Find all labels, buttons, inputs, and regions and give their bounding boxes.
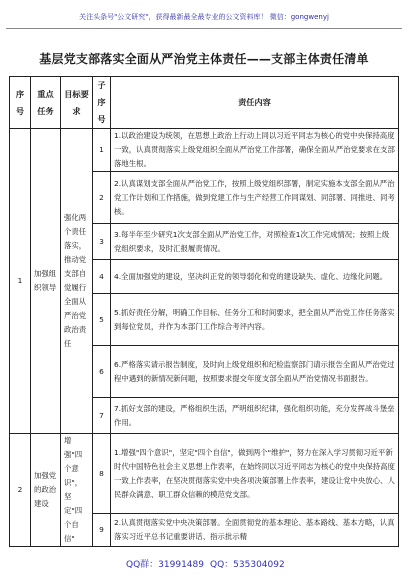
responsibility-table xyxy=(9,76,399,547)
responsibility-text: 1.增强"四个意识"，坚定"四个自信"，做到两个"维护"，努力在深入学习贯彻习近平新时代中国特色社会主义思想上作表率，在始终同以习近平同志为核心的党中央保持高度一致上作表率，在坚决贯彻落实党中央各项决策部署上作表率，建设让党中央放心、人民群众满意、职工群众信赖的模范党支部。 xyxy=(111,434,399,514)
table-header-row xyxy=(10,77,399,129)
responsibility-text: 2.认真贯彻落实党中央决策部署。全面贯彻党的基本理论、基本路线、基本方略，认真落实习近平总书记重要讲话、指示批示精 xyxy=(111,514,399,547)
sub-seq: 2 xyxy=(93,172,111,224)
sub-seq: 7 xyxy=(93,398,111,434)
responsibility-text: 1.以政治建设为统领，在思想上政治上行动上同以习近平同志为核心的党中央保持高度一致，认真贯彻落实上级党组织全面从严治党工作部署，确保全面从严治党要求在支部落地生根。 xyxy=(111,129,399,172)
group-goal: 增强"四个意识"，坚定"四个自信" xyxy=(61,434,93,547)
responsibility-text: 2.认真谋划支部全面从严治党工作，按照上级党组织部署，制定实施本支部全面从严治党工作计划和工作措施，做到党建工作与生产经营工作同谋划、同部署、同推进、同考核。 xyxy=(111,172,399,224)
header-banner xyxy=(0,8,408,24)
document-title: 基层党支部落实全面从严治党主体责任——支部主体责任清单 xyxy=(39,52,369,66)
header-focus-task: 重点任务 xyxy=(31,77,61,129)
sub-seq: 5 xyxy=(93,294,111,346)
footer-qq-group: QQ群：31991489 xyxy=(126,560,204,570)
sub-seq: 3 xyxy=(93,224,111,260)
header-content: 责任内容 xyxy=(111,77,399,129)
responsibility-text: 3.每半年至少研究1次支部全面从严治党工作，对照检查1次工作完成情况；按照上级党组织要求，及时汇报履责情况。 xyxy=(111,224,399,260)
header-divider xyxy=(6,28,402,29)
group-goal: 强化两个责任落实，推动党支部自觉履行全面从严治党政治责任 xyxy=(61,129,93,434)
sub-seq: 9 xyxy=(93,514,111,547)
banner-text: 关注头条号"公文研究"，获得最新最全最专业的公文资料库！ 微信：gongwenyj xyxy=(79,13,329,21)
table-row xyxy=(10,129,399,172)
sub-seq: 4 xyxy=(93,260,111,294)
group-seq: 1 xyxy=(10,129,31,434)
footer-qq: QQ：535304092 xyxy=(210,560,285,570)
header-seq: 序号 xyxy=(10,77,31,129)
responsibility-text: 6.严格落实请示报告制度，及时向上级党组织和纪检监察部门请示报告全面从严治党过程中遇到的新情况新问题，按照要求提交年度支部全面从严治党情况书面报告。 xyxy=(111,346,399,398)
header-sub-seq: 子序号 xyxy=(93,77,111,129)
group-focus-task: 加强组织领导 xyxy=(31,129,61,434)
group-focus-task: 加强党的政治建设 xyxy=(31,434,61,547)
header-goal: 目标要求 xyxy=(61,77,93,129)
table-row xyxy=(10,434,399,514)
responsibility-text: 5.抓好责任分解，明确工作目标、任务分工和时间要求，把全面从严治党工作任务落实到每位党员，并作为本部门工作综合考评内容。 xyxy=(111,294,399,346)
sub-seq: 6 xyxy=(93,346,111,398)
responsibility-text: 7.抓好支部的建设，严格组织生活，严明组织纪律，强化组织功能，充分发挥战斗堡垒作用。 xyxy=(111,398,399,434)
footer-contact xyxy=(0,557,408,573)
sub-seq: 8 xyxy=(93,434,111,514)
sub-seq: 1 xyxy=(93,129,111,172)
group-seq: 2 xyxy=(10,434,31,547)
responsibility-text: 4.全面加强党的建设，坚决纠正党的领导弱化和党的建设缺失、虚化、边缘化问题。 xyxy=(111,260,399,294)
